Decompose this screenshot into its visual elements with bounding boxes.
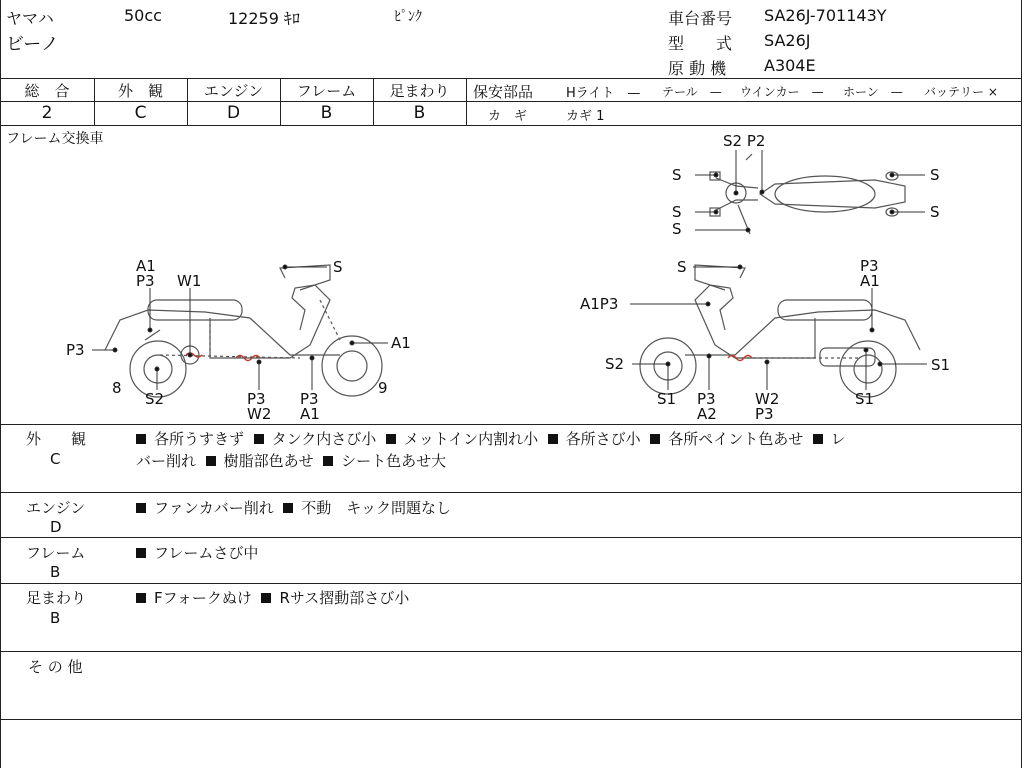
model-name: ビーノ <box>6 34 59 55</box>
section-frame-grade: B <box>50 563 61 581</box>
top-label-s4: S <box>930 166 940 184</box>
divider-gaikan <box>0 492 1022 493</box>
exterior-item: タンク内さび小 <box>271 430 377 448</box>
safety-winker: ウインカー — <box>740 85 824 99</box>
section-engine-grade: D <box>50 518 62 536</box>
left-label-w1: W1 <box>177 272 202 290</box>
left-label-8: 8 <box>112 379 122 397</box>
engine-item: 不動 キック問題なし <box>301 499 451 517</box>
bullet-icon <box>548 434 558 444</box>
exterior-item: 各所さび小 <box>565 430 641 448</box>
right-label-s1-side: S1 <box>931 356 951 374</box>
divider-frame <box>0 583 1022 584</box>
suspension-item: Fフォークぬけ <box>154 589 252 607</box>
left-label-p3: P3 <box>136 272 155 290</box>
grade-overall-label: 総 合 <box>24 82 70 100</box>
section-exterior-grade: C <box>50 450 61 468</box>
chassis-label: 車台番号 <box>668 9 733 28</box>
section-suspension-grade: B <box>50 609 61 627</box>
left-label-p3-rear: P3 <box>66 341 85 359</box>
safety-tail: テール — <box>662 85 722 99</box>
bullet-icon <box>813 434 823 444</box>
right-label-s2: S2 <box>605 355 625 373</box>
bullet-icon <box>206 456 216 466</box>
divider-diagram-bottom <box>0 424 1022 425</box>
scooter-damage-diagram <box>0 126 1022 424</box>
displacement: 50cc <box>124 6 162 25</box>
exterior-item: シート色あせ大 <box>341 452 447 470</box>
right-label-s1-front: S1 <box>657 390 677 408</box>
grade-exterior-value: C <box>134 103 147 123</box>
mileage: 12259 ｷﾛ <box>228 9 300 28</box>
left-label-a1-floor: A1 <box>300 405 320 423</box>
section-suspension-label: 足まわり <box>26 589 87 607</box>
right-label-s: S <box>677 258 687 276</box>
right-label-s1-rear: S1 <box>855 390 875 408</box>
left-label-p3-center: P3 <box>247 390 266 408</box>
grade-engine-value: D <box>226 103 241 123</box>
top-label-s5: S <box>930 203 940 221</box>
key-value: カギ 1 <box>566 109 605 124</box>
type-label: 型 式 <box>668 34 733 53</box>
exterior-item: 各所うすきず <box>154 430 245 448</box>
exterior-line-1 <box>136 428 846 449</box>
left-label-s: S <box>333 258 343 276</box>
top-label-s2p2: S2 P2 <box>723 132 766 150</box>
frame-replaced-note: フレーム交換車 <box>6 131 104 147</box>
section-exterior-label: 外 観 <box>26 430 87 448</box>
maker: ヤマハ <box>6 9 54 28</box>
bullet-icon <box>254 434 264 444</box>
left-label-w2: W2 <box>247 405 272 423</box>
divider-grade-mid <box>0 101 466 102</box>
suspension-item: Rサス摺動部さび小 <box>279 589 410 607</box>
right-label-a2: A2 <box>697 405 717 423</box>
chassis-number: SA26J-701143Y <box>764 6 887 25</box>
left-label-p3-floor: P3 <box>300 390 319 408</box>
grade-suspension-value: B <box>413 103 426 123</box>
top-view-scooter <box>710 154 905 234</box>
frame-item: フレームさび中 <box>154 544 259 562</box>
exterior-item: 樹脂部色あせ <box>223 452 314 470</box>
section-frame-label: フレーム <box>26 544 86 562</box>
right-label-p3-center: P3 <box>755 405 774 423</box>
grade-exterior-label: 外 観 <box>117 82 163 100</box>
engine-model-label: 原 動 機 <box>668 59 727 78</box>
grade-frame-value: B <box>320 103 333 123</box>
grade-suspension-label: 足まわり <box>389 82 450 100</box>
bullet-icon <box>386 434 396 444</box>
bullet-icon <box>261 593 271 603</box>
divider-engine <box>0 537 1022 538</box>
exterior-line-2 <box>136 450 446 471</box>
bullet-icon <box>136 593 146 603</box>
bullet-icon <box>283 503 293 513</box>
grade-overall-value: 2 <box>41 103 53 123</box>
engine-line <box>136 497 451 518</box>
key-label: カ ギ <box>488 109 528 124</box>
divider-safety-mid <box>466 101 1022 102</box>
bullet-icon <box>136 548 146 558</box>
divider-other <box>0 719 1022 720</box>
bullet-icon <box>136 503 146 513</box>
exterior-item: レ <box>830 430 846 448</box>
bullet-icon <box>650 434 660 444</box>
section-other-label: そ の 他 <box>28 658 83 676</box>
top-label-s3: S <box>672 220 682 238</box>
exterior-item: メットイン内割れ小 <box>403 430 539 448</box>
frame-line <box>136 542 258 563</box>
left-label-9: 9 <box>378 379 388 397</box>
left-label-s2: S2 <box>145 390 165 408</box>
divider-grade-top <box>0 78 1022 79</box>
grade-engine-label: エンジン <box>203 82 264 100</box>
body-color: ﾋﾟﾝｸ <box>394 9 422 25</box>
suspension-line <box>136 587 409 608</box>
exterior-item: 各所ペイント色あせ <box>668 430 804 448</box>
grade-frame-label: フレーム <box>296 82 357 100</box>
col-divider-5 <box>466 78 467 125</box>
bullet-icon <box>136 434 146 444</box>
safety-horn: ホーン — <box>843 85 903 99</box>
bullet-icon <box>323 456 333 466</box>
right-label-p3-floor: P3 <box>697 390 716 408</box>
left-label-a1-front: A1 <box>391 334 411 352</box>
right-label-p3: P3 <box>860 257 879 275</box>
safety-headlight: Hライト — <box>566 86 641 101</box>
right-label-w2: W2 <box>755 390 780 408</box>
exterior-item: バー削れ <box>136 452 197 470</box>
engine-model-value: A304E <box>764 56 816 75</box>
left-label-a1: A1 <box>136 257 156 275</box>
top-label-s2: S <box>672 203 682 221</box>
engine-item: ファンカバー削れ <box>154 499 274 517</box>
divider-ashi <box>0 651 1022 652</box>
right-label-a1: A1 <box>860 272 880 290</box>
safety-battery: バッテリー × <box>924 85 998 99</box>
right-label-a1p3: A1P3 <box>580 295 619 313</box>
section-engine-label: エンジン <box>26 499 86 517</box>
top-label-s1: S <box>672 166 682 184</box>
type-value: SA26J <box>764 31 811 50</box>
safety-label: 保安部品 <box>473 83 534 101</box>
